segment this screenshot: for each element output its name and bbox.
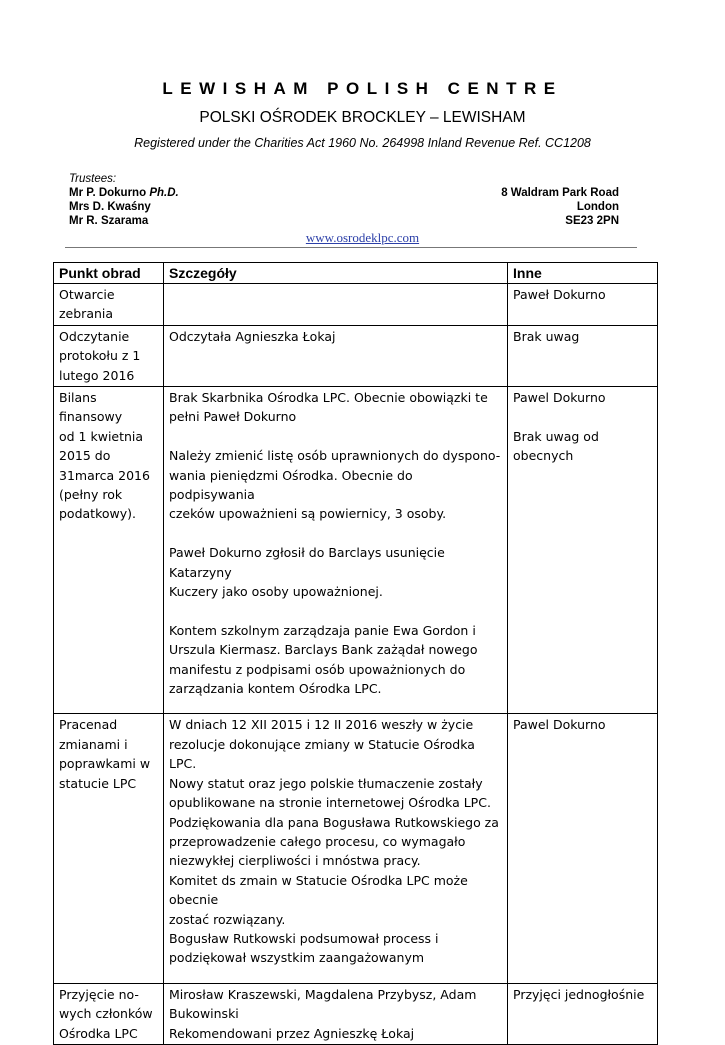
- text-line: Kuczery jako osoby upoważnionej.: [169, 584, 383, 600]
- text-line: zostać rozwiązany.: [169, 911, 286, 927]
- text-line: Bukowinski: [169, 1006, 239, 1022]
- text-line: [169, 524, 502, 543]
- header-punkt: Punkt obrad: [54, 263, 164, 284]
- text-line: Paweł Dokurno: [513, 287, 606, 302]
- notes-cell: [508, 284, 658, 326]
- table-header-row: [54, 263, 658, 284]
- text-line: opublikowane na stronie internetowej Ośrodka LPC.: [169, 795, 491, 811]
- trustees-label: Trustees:: [69, 173, 117, 185]
- text-line: Odczytanie: [59, 328, 130, 344]
- agenda-item-cell: [54, 387, 164, 714]
- table-row: [54, 325, 658, 386]
- text-line: obecnych: [513, 448, 574, 464]
- text-line: przeprowadzenie całego procesu, co wymagało: [169, 833, 466, 849]
- address-line-3: SE23 2PN: [565, 215, 619, 228]
- text-line: podziękował wszystkim zaangażowanym: [169, 950, 425, 966]
- text-line: wania pieniędzmi Ośrodka. Obecnie do podpisywania: [169, 467, 413, 503]
- text-line: od 1 kwietnia: [59, 428, 144, 444]
- text-line: [513, 407, 652, 426]
- text-line: poprawkami w: [59, 756, 151, 772]
- trustee-1: Mr P. Dokurno Ph.D.: [69, 187, 179, 199]
- details-cell: [164, 284, 508, 326]
- text-line: Komitet ds zmain w Statucie Ośrodka LPC może obecnie: [169, 872, 468, 908]
- text-line: (pełny rok: [59, 487, 123, 503]
- text-line: Brak uwag: [513, 328, 580, 344]
- text-line: Przyjęcie no-: [59, 986, 139, 1002]
- text-line: W dniach 12 XII 2015 i 12 II 2016 weszły w życie: [169, 717, 474, 733]
- registration-line: Registered under the Charities Act 1960 No. 264998 Inland Revenue Ref. CC1208: [134, 136, 591, 150]
- document-title: LEWISHAM POLISH CENTRE: [162, 79, 563, 98]
- text-line: pełni Paweł Dokurno: [169, 409, 297, 425]
- text-line: Ośrodka LPC: [59, 1025, 138, 1041]
- agenda-table: [53, 262, 658, 1045]
- address-line-2: London: [576, 201, 619, 214]
- text-line: Mirosław Kraszewski, Magdalena Przybysz, Adam: [169, 986, 477, 1002]
- text-line: protokołu z 1: [59, 348, 141, 364]
- text-line: 2015 do: [59, 448, 111, 464]
- text-line: Pawel Dokurno: [513, 390, 606, 406]
- text-line: Kontem szkolnym zarządzaja panie Ewa Gordon i: [169, 622, 476, 638]
- details-cell: [164, 714, 508, 983]
- trustee-2: Mrs D. Kwaśny: [69, 201, 151, 214]
- details-cell: [164, 387, 508, 714]
- text-line: Nowy statut oraz jego polskie tłumaczenie zostały: [169, 775, 483, 791]
- document-subtitle: POLSKI OŚRODEK BROCKLEY – LEWISHAM: [199, 109, 526, 126]
- trustees-list: [69, 186, 179, 229]
- header-inne: Inne: [508, 263, 658, 284]
- agenda-item-cell: [54, 714, 164, 983]
- text-line: Otwarcie: [59, 287, 115, 302]
- text-line: Odczytała Agnieszka Łokaj: [169, 328, 336, 344]
- notes-cell: [508, 714, 658, 983]
- text-line: [169, 601, 502, 620]
- agenda-item-cell: [54, 284, 164, 326]
- header-divider: [65, 247, 637, 248]
- text-line: Bilans finansowy: [59, 390, 123, 425]
- text-line: Podziękowania dla pana Bogusława Rutkowskiego za: [169, 814, 499, 830]
- agenda-item-cell: [54, 983, 164, 1044]
- agenda-item-cell: [54, 325, 164, 386]
- text-line: podatkowy).: [59, 506, 136, 522]
- table-row: [54, 714, 658, 983]
- text-line: Paweł Dokurno zgłosił do Barclays usunięcie Katarzyny: [169, 545, 445, 580]
- header-szczegoly: Szczegóły: [164, 263, 508, 284]
- text-line: [169, 427, 502, 446]
- text-line: Rekomendowani przez Agnieszkę Łokaj: [169, 1025, 415, 1041]
- table-row: [54, 983, 658, 1044]
- notes-cell: [508, 983, 658, 1044]
- text-line: Brak uwag od: [513, 428, 599, 444]
- text-line: 31marca 2016: [59, 467, 150, 483]
- trustee-3: Mr R. Szarama: [69, 215, 149, 228]
- text-line: manifestu z podpisami osób upoważnionych do: [169, 661, 466, 677]
- text-line: zebrania: [59, 306, 114, 322]
- text-line: czeków upoważnieni są powiernicy, 3 osoby.: [169, 506, 447, 522]
- details-cell: [164, 983, 508, 1044]
- text-line: lutego 2016: [59, 367, 135, 383]
- table-row: [54, 284, 658, 326]
- address-line-1: 8 Waldram Park Road: [501, 187, 619, 199]
- text-line: zmianami i: [59, 736, 128, 752]
- text-line: rezolucje dokonujące zmiany w Statucie Ośrodka LPC.: [169, 736, 475, 772]
- website-link[interactable]: www.osrodeklpc.com: [305, 230, 420, 245]
- text-line: Brak Skarbnika Ośrodka LPC. Obecnie obowiązki te: [169, 390, 488, 406]
- text-line: Pawel Dokurno: [513, 717, 606, 733]
- notes-cell: [508, 325, 658, 386]
- details-cell: [164, 325, 508, 386]
- text-line: statucie LPC: [59, 775, 137, 791]
- address-block: [501, 186, 619, 229]
- notes-cell: [508, 387, 658, 714]
- text-line: wych członków: [59, 1006, 153, 1022]
- text-line: niezwykłej cierpliwości i mnóstwa pracy.: [169, 853, 421, 869]
- table-row: [54, 387, 658, 714]
- text-line: zarządzania kontem Ośrodka LPC.: [169, 681, 382, 697]
- text-line: Przyjęci jednogłośnie: [513, 986, 645, 1002]
- text-line: Pracenad: [59, 717, 118, 733]
- text-line: Bogusław Rutkowski podsumował process i: [169, 930, 439, 946]
- text-line: Należy zmienić listę osób uprawnionych do dyspono-: [169, 448, 501, 464]
- text-line: Urszula Kiermasz. Barclays Bank zażądał nowego: [169, 642, 478, 658]
